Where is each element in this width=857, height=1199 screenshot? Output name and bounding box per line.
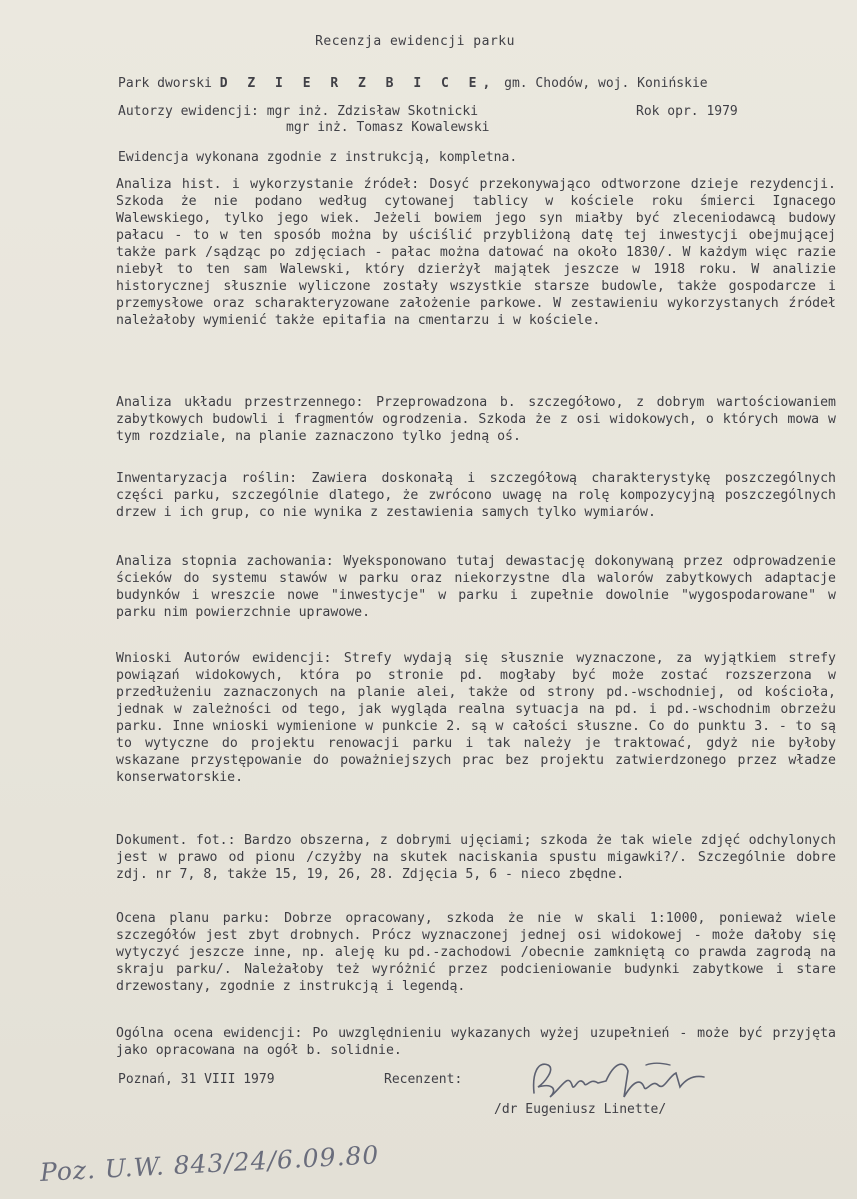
- park-line-prefix: Park dworski: [118, 76, 212, 91]
- section-overall-evaluation: Ogólna ocena ewidencji: Po uwzględnieniu wykazanych wyżej uzupełnień - może być przyjęta jako opracowana na ogół b. solidnie.: [116, 1026, 836, 1058]
- authors-label: Autorzy ewidencji:: [118, 104, 259, 119]
- handwritten-signature: [528, 1053, 718, 1108]
- park-name: D Z I E R Z B I C E,: [219, 76, 497, 91]
- section-authors-conclusions: Wnioski Autorów ewidencji: Strefy wydają się słusznie wyznaczone, za wyjątkiem strefy powiązań widokowych, która po stronie pd. mogłaby być może zostać rozszerzona w przedłużeniu zaznaczonych na planie alei, także od strony pd.-wschodniej, od kościoła, jednak w zależności od tego, jak wygląda realna sytuacja na pd. i pd.-wschodnim obrzeżu parku. Inne wnioski wymienione w punkcie 2. są w całości słuszne. Co do punktu 3. - to są to wytyczne do projektu renowacji parku i tak należy je traktować, gdyż nie byłoby wskazane przystępowanie do poważniejszych prac bez projektu zatwierdzonego przez władze konserwatorskie.: [116, 651, 836, 785]
- park-location: gm. Chodów, woj. Konińskie: [504, 76, 708, 91]
- section-photo-documentation: Dokument. fot.: Bardzo obszerna, z dobrymi ujęciami; szkoda że tak wiele zdjęć odchylonych jest w prawo od pionu /czyżby na skutek naciskania spustu migawki?/. Szczególnie dobre zdj. nr 7, 8, także 15, 19, 26, 28. Zdjęcia 5, 6 - nieco zbędne.: [116, 833, 836, 882]
- document-title: Recenzja ewidencji parku: [315, 34, 515, 49]
- year-label: Rok opr. 1979: [636, 104, 738, 119]
- section-historical-analysis: Analiza hist. i wykorzystanie źródeł: Dosyć przekonywająco odtworzone dzieje rezydencji. Szkoda że nie podano według cytowanej tablicy w kościele roku śmierci Ignacego Walewskiego, tylko jego wiek. Jeżeli bowiem jego syn miałby być zleceniodawcą budowy pałacu - to w ten sposób można by uściślić przybliżoną datę tej inwestycji obejmującej także park /sądząc po zdjęciach - pałac można datować na około 1830/. W każdym więc razie niebył to ten sam Walewski, który dzierżył majątek jeszcze w 1918 roku. W analizie historycznej słusznie wyliczone zostały wszystkie starsze budowle, także gospodarcze i przemysłowe oraz scharakteryzowane założenie parkowe. W zestawieniu wykorzystanych źródeł należałoby wymienić także epitafia na cmentarzu i w kościele.: [116, 177, 836, 328]
- reviewer-name: /dr Eugeniusz Linette/: [494, 1102, 667, 1117]
- park-line: [118, 76, 708, 91]
- reviewer-label: Recenzent:: [384, 1072, 463, 1087]
- section-plant-inventory: Inwentaryzacja roślin: Zawiera doskonałą i szczegółową charakterystykę poszczególnych części parku, szczególnie dlatego, że zwrócono uwagę na rolę kompozycyjną poszczególnych drzew i ich grup, co nie wynika z zestawienia samych tylko wymiarów.: [116, 471, 836, 520]
- section-spatial-analysis: Analiza układu przestrzennego: Przeprowadzona b. szczegółowo, z dobrym wartościowaniem zabytkowych budowli i fragmentów ogrodzenia. Szkoda że z osi widokowych, o których mowa w tym rozdziale, na planie zaznaczono tylko jedną oś.: [116, 395, 836, 444]
- author-1: mgr inż. Zdzisław Skotnicki: [266, 104, 479, 119]
- section-preservation-analysis: Analiza stopnia zachowania: Wyeksponowano tutaj dewastację dokonywaną przez odprowadzenie ścieków do systemu stawów w parku oraz niekorzystne dla walorów zabytkowych adaptacje budynków i wreszcie nowe "inwestycje" w parku i zupełnie dowolnie "wygospodarowane" w parku nim powierzchnie uprawowe.: [116, 554, 836, 620]
- intro-line: Ewidencja wykonana zgodnie z instrukcją, kompletna.: [118, 150, 518, 165]
- authors-line: [118, 104, 478, 119]
- handwritten-archive-note: Poz. U.W. 843/24/6.09.80: [39, 1140, 380, 1187]
- section-park-plan-evaluation: Ocena planu parku: Dobrze opracowany, szkoda że nie w skali 1:1000, ponieważ wiele szczegółów jest zbyt drobnych. Prócz wyznaczonej jednej osi widokowej - może dałoby się wytyczyć jeszcze inne, np. aleję ku pd.-zachodowi /obecnie zamkniętą co prawda zagrodą na skraju parku/. Należałoby też wyróżnić przez podcieniowanie budynki zabytkowe i stare drzewostany, zgodnie z instrukcją i legendą.: [116, 911, 836, 994]
- place-date: Poznań, 31 VIII 1979: [118, 1072, 275, 1087]
- author-2: mgr inż. Tomasz Kowalewski: [286, 120, 490, 135]
